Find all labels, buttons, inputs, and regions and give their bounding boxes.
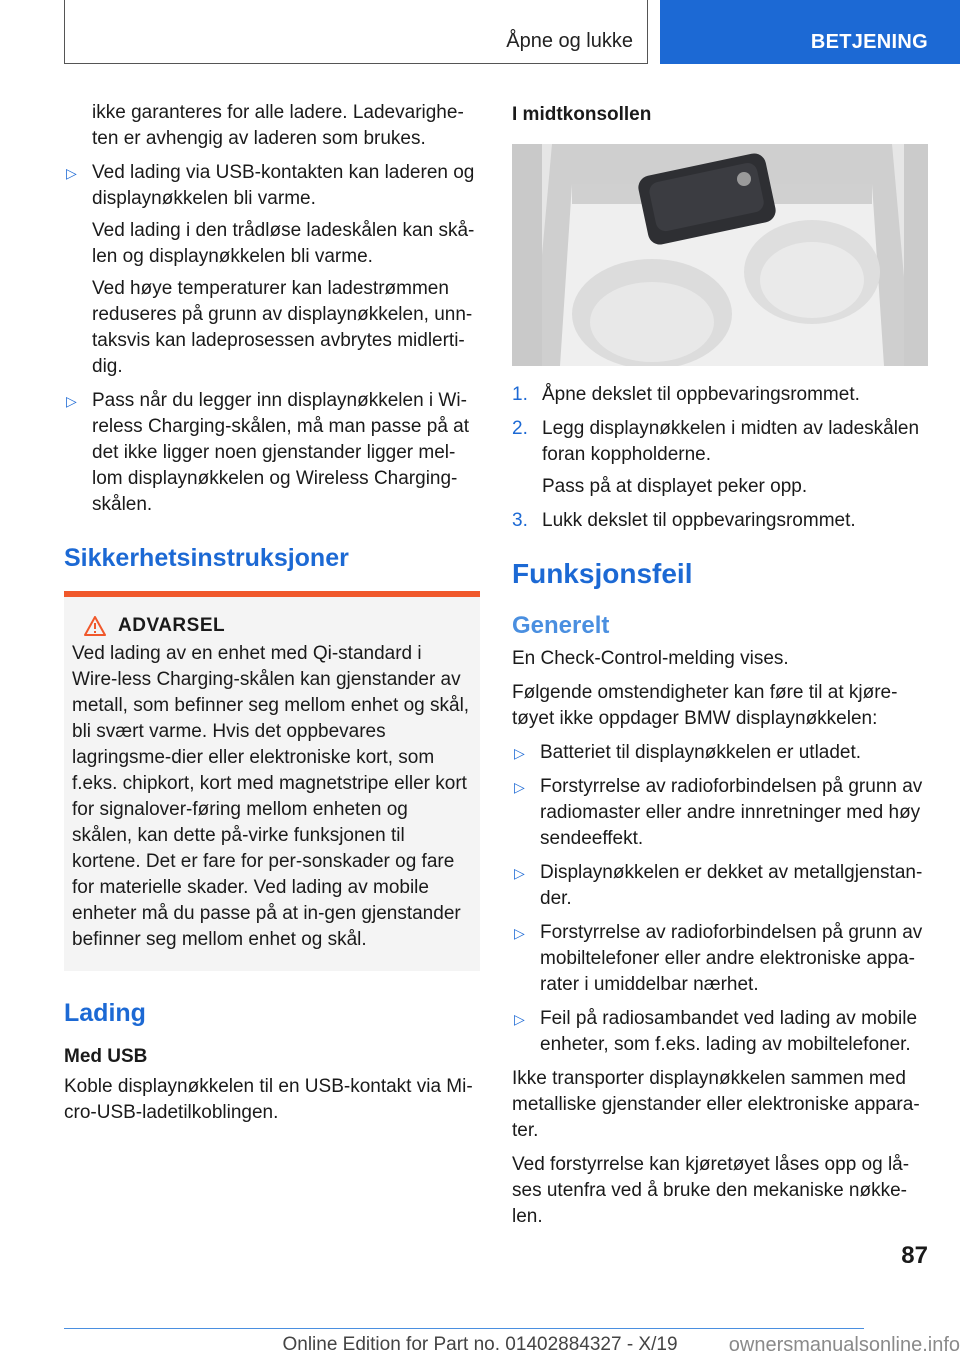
triangle-bullet-icon: ▷	[66, 393, 77, 409]
general-heading: Generelt	[512, 612, 610, 639]
charging-heading: Lading	[64, 999, 146, 1027]
closing-paragraph-2: Ved forstyrrelse kan kjøretøyet låses opp og lå-ses utenfra ved å bruke den mekaniske nøkke-len.	[512, 1154, 910, 1227]
bullet-text: Forstyrrelse av radioforbindelsen på grunn av radiomaster eller andre innretninger med høy sendeeffekt.	[540, 776, 923, 849]
right-column	[512, 100, 928, 1238]
triangle-bullet-icon: ▷	[66, 165, 77, 181]
footer-watermark: ownersmanualsonline.info	[728, 1334, 960, 1356]
step-item	[512, 508, 928, 534]
triangle-bullet-icon: ▷	[514, 779, 525, 795]
chapter-title: Åpne og lukke	[506, 30, 633, 52]
bullet-text: Pass når du legger inn displaynøkkelen i Wi-reless Charging-skålen, må man passe på at det ikke ligger noen gjenstander ligger mel-lom displaynøkkelen og Wireless Charging-skålen.	[92, 390, 470, 515]
header-chapter-box	[64, 0, 648, 64]
console-heading: I midtkonsollen	[512, 104, 652, 125]
step-item	[512, 416, 928, 500]
footer-divider	[64, 1328, 864, 1329]
list-item	[512, 1006, 928, 1058]
bullet-text: Batteriet til displaynøkkelen er utladet.	[540, 742, 862, 763]
triangle-bullet-icon: ▷	[514, 925, 525, 941]
bullet-text: Forstyrrelse av radioforbindelsen på grunn av mobiltelefoner eller andre elektroniske appa-rater i umiddelbar nærhet.	[540, 922, 923, 995]
warning-text: Ved lading av en enhet med Qi-standard i Wire-less Charging-skålen kan gjenstander av metall, som befinner seg mellom enhet og skål, bli svært varme. Hvis det oppbevares lagringsme-dier eller elektroniske kort, som f.eks. chipkort, kort med magnetstripe eller kort for signalover-føring mellom enheten og skålen, kan dette på-virke funksjonen til kortene. Det er fare for per-sonskader og fare for materielle skader. Ved lading av mobile enheter må du passe på at in-gen gjenstander befinner seg mellom enhet og skål.	[72, 643, 470, 950]
list-item	[512, 740, 928, 766]
header-section-tab	[660, 0, 960, 64]
step-text: Legg displaynøkkelen i midten av ladeskålen foran koppholderne.	[542, 418, 920, 465]
page-number: 87	[901, 1242, 928, 1269]
footer-edition: Online Edition for Part no. 01402884327 - X/19	[282, 1334, 678, 1355]
general-paragraph-2: Følgende omstendigheter kan føre til at kjøre-tøyet ikke oppdager BMW displaynøkkelen:	[512, 682, 898, 729]
triangle-bullet-icon: ▷	[514, 745, 525, 761]
list-item	[64, 388, 480, 518]
bullet-text: Ved lading via USB-kontakten kan laderen og displaynøkkelen bli varme.	[92, 162, 475, 209]
usb-heading: Med USB	[64, 1046, 148, 1067]
usb-text: Koble displaynøkkelen til en USB-kontakt via Mi-cro-USB-ladetilkoblingen.	[64, 1076, 473, 1123]
malfunction-heading: Funksjonsfeil	[512, 558, 693, 589]
closing-paragraph-1: Ikke transporter displaynøkkelen sammen med metalliske gjenstander eller elektroniske appara-ter.	[512, 1068, 920, 1141]
triangle-bullet-icon: ▷	[514, 1011, 525, 1027]
step-number: 3.	[512, 510, 528, 531]
warning-icon	[84, 616, 106, 636]
list-item	[512, 774, 928, 852]
bullet-subtext: Ved lading i den trådløse ladeskålen kan skå-len og displaynøkkelen bli varme.	[92, 220, 475, 267]
list-item	[64, 160, 480, 380]
section-title: BETJENING	[810, 31, 928, 53]
continued-paragraph: ikke garanteres for alle ladere. Ladevarighe-ten er avhengig av laderen som brukes.	[92, 102, 464, 149]
bullet-subtext: Ved høye temperaturer kan ladestrømmen reduseres på grunn av displaynøkkelen, unn-taksvis kan ladeprosessen avbrytes midlerti-dig.	[92, 278, 473, 377]
warning-box	[64, 597, 480, 971]
step-text: Lukk dekslet til oppbevaringsrommet.	[542, 510, 856, 531]
bullet-text: Feil på radiosambandet ved lading av mobile enheter, som f.eks. lading av mobiltelefoner.	[540, 1008, 918, 1055]
left-column	[64, 100, 480, 1134]
step-number: 2.	[512, 418, 528, 439]
step-text: Åpne dekslet til oppbevaringsrommet.	[542, 384, 860, 405]
bullet-text: Displaynøkkelen er dekket av metallgjenstan-der.	[540, 862, 923, 909]
triangle-bullet-icon: ▷	[514, 865, 525, 881]
step-number: 1.	[512, 384, 528, 405]
center-console-photo	[512, 144, 928, 366]
warning-title: ADVARSEL	[118, 615, 226, 636]
list-item	[512, 920, 928, 998]
general-paragraph-1: En Check-Control-melding vises.	[512, 648, 789, 669]
step-item	[512, 382, 928, 408]
list-item	[512, 860, 928, 912]
safety-heading: Sikkerhetsinstruksjoner	[64, 544, 349, 572]
step-subtext: Pass på at displayet peker opp.	[542, 476, 808, 497]
